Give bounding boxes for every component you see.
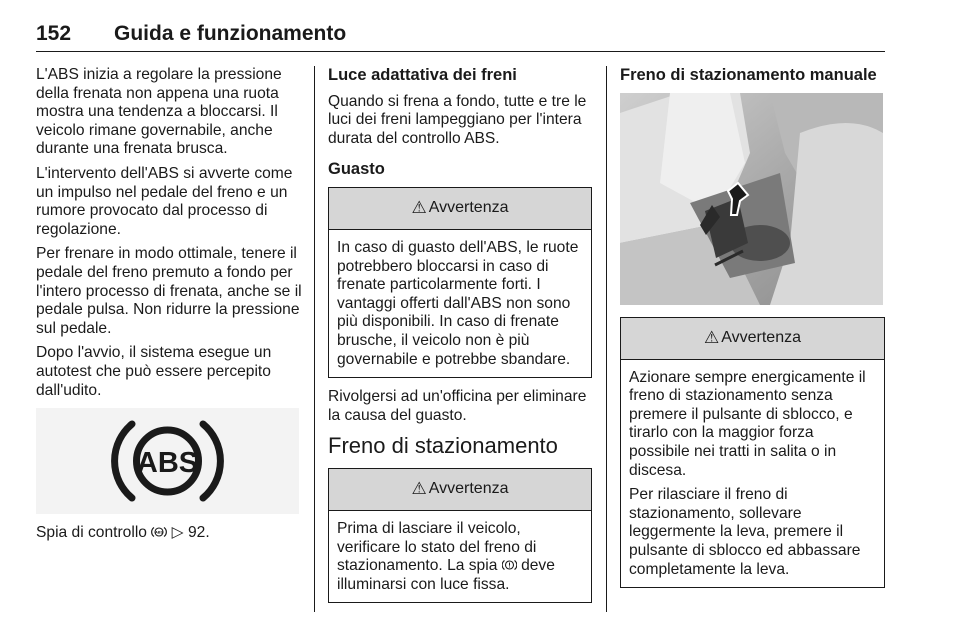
warning-text: Prima di lasciare il veicolo, verificare lo stato del freno di stazionamento. La spia deve illuminarsi con luce fissa. [337,519,555,593]
warning-body [621,360,884,588]
parking-brake-photo [620,93,883,305]
warning-header [621,318,884,360]
svg-text:ABS: ABS [155,530,164,535]
warning-triangle-icon: ⚠ [704,327,720,347]
paragraph: Dopo l'avvio, il sistema esegue un autotest che può essere percepito dall'udito. [36,344,272,399]
warning-triangle-icon: ⚠ [411,198,427,218]
warning-box [328,468,592,603]
paragraph: L'ABS inizia a regolare la pressione della frenata non appena una ruota mostra una tendenza a bloccarsi. Il veicolo rimane governabile, anche durante una frenata brusca. [36,66,282,158]
abs-warning-icon [151,526,167,538]
warning-body [329,230,591,377]
caption [36,524,302,543]
warning-box [328,187,592,378]
abs-warning-icon [36,408,299,514]
column-divider [606,66,607,612]
page-title: Guida e funzionamento [114,22,347,45]
section-heading: Guasto [328,160,385,179]
warning-box [620,317,885,589]
header-divider [36,51,885,52]
parking-brake-lever-illustration [620,93,883,305]
warning-title: Avvertenza [721,328,801,346]
warning-header [329,469,591,511]
caption-text: Spia di controllo [36,524,147,542]
section-heading: Luce adattativa dei freni [328,66,517,84]
warning-text: In caso di guasto dell'ABS, le ruote potrebbero bloccarsi in caso di frenate particolarmente forti. I vantaggi offerti dall'ABS non sono più disponibili. In caso di frenate brusche, il veicolo non è più governabile e potrebbe sbandare. [337,238,579,368]
column-left [36,66,302,549]
paragraph: Per frenare in modo ottimale, tenere il pedale del freno premuto a fondo per l'intero processo di frenata, anche se il pedale pulsa. Non ridurre la pressione sul pedale. [36,245,302,337]
warning-triangle-icon: ⚠ [411,479,427,499]
section-title: Freno di stazionamento [328,433,558,459]
caption-reference: 92. [188,524,210,542]
paragraph: Rivolgersi ad un'officina per eliminare la causa del guasto. [328,388,587,424]
warning-text: Azionare sempre energicamente il freno di stazionamento senza premere il pulsante di sblocco, e tirarlo con la maggior forza possibile nei tratti in salita o in discesa. [629,368,866,479]
paragraph: Quando si frena a fondo, tutte e tre le luci dei freni lampeggiano per l'intera durata del controllo ABS. [328,92,587,147]
page-number: 152 [36,22,72,45]
section-heading: Freno di stazionamento manuale [620,66,877,84]
page-reference-icon: ▷ [171,524,184,542]
warning-title: Avvertenza [428,480,509,498]
warning-header [329,188,591,230]
column-middle [328,66,592,613]
paragraph: L'intervento dell'ABS si avverte come un impulso nel pedale del freno e un rumore provocato dal processo di regolazione. [36,164,293,238]
warning-title: Avvertenza [428,199,509,217]
abs-illustration [36,408,299,514]
warning-text: Per rilasciare il freno di stazionamento, sollevare leggermente la leva, premere il pulsante di sblocco ed abbassare completamente la leva. [629,486,861,578]
column-right [620,66,885,598]
warning-body [329,511,591,602]
abs-symbol-text: ABS [136,447,199,480]
parking-brake-icon [502,559,517,571]
column-divider [314,66,315,612]
